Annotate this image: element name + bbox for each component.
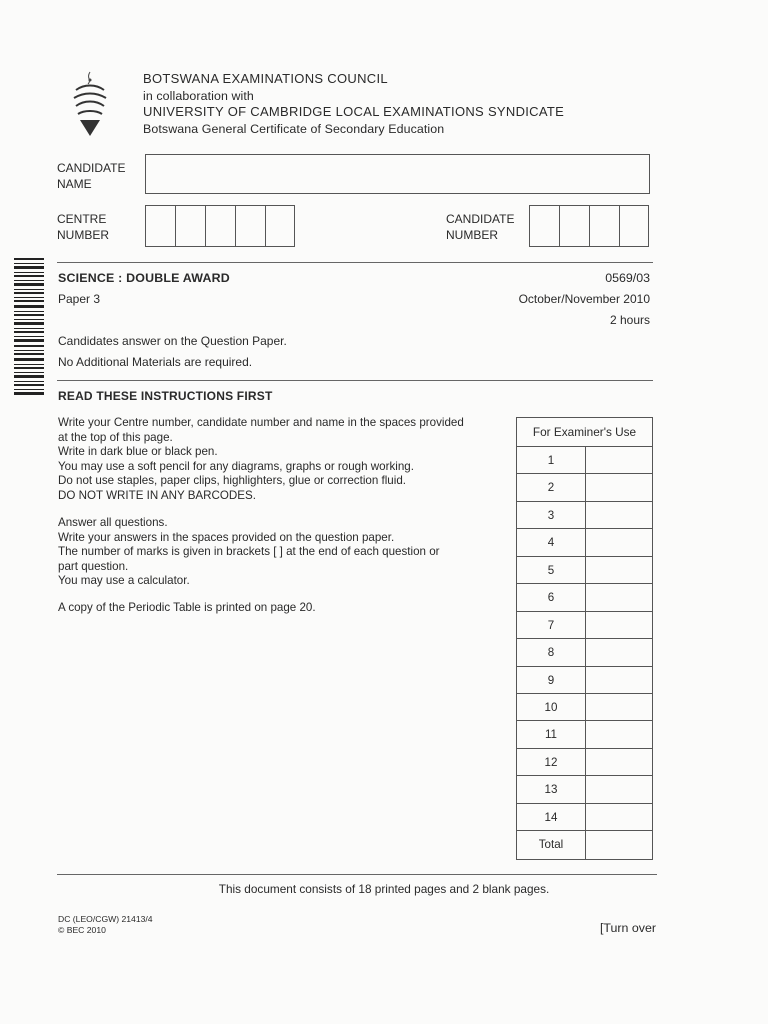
- instructions-block-1: [58, 416, 503, 504]
- instruction-line: Write your answers in the spaces provided on the question paper.: [58, 530, 395, 544]
- periodic-table-note: A copy of the Periodic Table is printed on page 20.: [58, 601, 316, 614]
- document-reference: [58, 914, 153, 936]
- mark-cell: [586, 721, 652, 747]
- mark-cell: [586, 529, 652, 555]
- instruction-line: Write in dark blue or black pen.: [58, 445, 218, 459]
- council-name: BOTSWANA EXAMINATIONS COUNCIL: [143, 71, 388, 86]
- question-number: 8: [517, 639, 586, 665]
- certificate-name: Botswana General Certificate of Secondary Education: [143, 121, 445, 136]
- instruction-line: You may use a soft pencil for any diagrams, graphs or rough working.: [58, 459, 414, 473]
- subject-title: SCIENCE : DOUBLE AWARD: [58, 271, 230, 285]
- divider: [57, 262, 653, 263]
- mark-cell: [586, 447, 652, 473]
- table-row: [517, 667, 652, 694]
- paper-number: Paper 3: [58, 292, 101, 306]
- question-number: 10: [517, 694, 586, 720]
- table-row: [517, 584, 652, 611]
- table-row: [517, 474, 652, 501]
- centre-number-label-line1: CENTRE: [57, 212, 107, 226]
- syndicate-name: UNIVERSITY OF CAMBRIDGE LOCAL EXAMINATIONS SYNDICATE: [143, 104, 565, 119]
- mark-cell: [586, 612, 652, 638]
- mark-cell: [586, 502, 652, 528]
- question-number: 2: [517, 474, 586, 500]
- instruction-line: Answer all questions.: [58, 516, 168, 529]
- table-row: [517, 502, 652, 529]
- table-row: [517, 694, 652, 721]
- instructions-block-2: [58, 516, 503, 589]
- candidate-number-label: [446, 211, 514, 243]
- candidate-number-cell[interactable]: [619, 205, 649, 247]
- instruction-line: part question.: [58, 559, 129, 573]
- table-row: [517, 612, 652, 639]
- divider: [57, 874, 657, 875]
- centre-number-label: [57, 211, 109, 243]
- question-number: 14: [517, 804, 586, 830]
- question-number: 6: [517, 584, 586, 610]
- candidate-number-cell[interactable]: [529, 205, 559, 247]
- mark-cell: [586, 639, 652, 665]
- centre-number-cell[interactable]: [205, 205, 235, 247]
- candidate-name-label-line1: CANDIDATE: [57, 161, 126, 175]
- mark-cell: [586, 749, 652, 775]
- centre-number-cell[interactable]: [175, 205, 205, 247]
- candidate-number-cell[interactable]: [559, 205, 589, 247]
- question-number: 7: [517, 612, 586, 638]
- exam-header: [143, 71, 564, 137]
- candidate-number-cell[interactable]: [589, 205, 619, 247]
- table-row-total: [517, 831, 652, 858]
- table-row: [517, 447, 652, 474]
- turn-over-note: [Turn over: [599, 921, 656, 935]
- instruction-line: Do not use staples, paper clips, highlighters, glue or correction fluid.: [58, 474, 406, 488]
- table-row: [517, 804, 652, 831]
- mark-cell: [586, 776, 652, 802]
- instructions-title: READ THESE INSTRUCTIONS FIRST: [58, 389, 273, 403]
- candidate-number-label-line1: CANDIDATE: [446, 212, 515, 226]
- centre-number-cell[interactable]: [145, 205, 175, 247]
- instruction-line: at the top of this page.: [58, 430, 173, 444]
- table-row: [517, 529, 652, 556]
- mark-cell: [586, 694, 652, 720]
- mark-cell: [586, 557, 652, 583]
- mark-cell: [586, 584, 652, 610]
- page-count-note: This document consists of 18 printed pages and 2 blank pages.: [218, 882, 550, 896]
- mark-cell: [586, 667, 652, 693]
- instruction-line: You may use a calculator.: [58, 574, 190, 588]
- question-number: 11: [517, 721, 586, 747]
- syllabus-code: 0569/03: [605, 271, 650, 285]
- instruction-line: Write your Centre number, candidate number and name in the spaces provided: [58, 416, 464, 429]
- collaboration-text: in collaboration with: [143, 88, 254, 103]
- examiners-use-table: [516, 417, 653, 860]
- centre-number-cell[interactable]: [235, 205, 265, 247]
- question-number: 3: [517, 502, 586, 528]
- instruction-line: The number of marks is given in brackets [ ] at the end of each question or: [58, 545, 440, 559]
- answer-instruction: Candidates answer on the Question Paper.: [58, 334, 287, 348]
- candidate-number-label-line2: NUMBER: [446, 228, 499, 242]
- question-number: 13: [517, 776, 586, 802]
- exam-session: October/November 2010: [518, 292, 650, 306]
- question-number: 1: [517, 447, 586, 473]
- divider: [57, 380, 653, 381]
- materials-note: No Additional Materials are required.: [58, 355, 253, 369]
- candidate-number-field[interactable]: [529, 205, 649, 247]
- examiners-use-header: For Examiner's Use: [517, 418, 652, 447]
- question-number: 9: [517, 667, 586, 693]
- table-row: [517, 639, 652, 666]
- centre-number-cell[interactable]: [265, 205, 295, 247]
- instruction-line: DO NOT WRITE IN ANY BARCODES.: [58, 488, 256, 502]
- total-mark-cell: [586, 831, 652, 858]
- question-number: 12: [517, 749, 586, 775]
- reference-code: DC (LEO/CGW) 21413/4: [58, 914, 153, 924]
- mark-cell: [586, 474, 652, 500]
- candidate-name-field[interactable]: [145, 154, 650, 194]
- total-label: Total: [517, 831, 586, 858]
- table-row: [517, 749, 652, 776]
- table-row: [517, 721, 652, 748]
- council-logo-icon: [66, 70, 114, 138]
- copyright: © BEC 2010: [58, 925, 106, 935]
- exam-duration: 2 hours: [609, 313, 650, 327]
- table-row: [517, 557, 652, 584]
- centre-number-label-line2: NUMBER: [57, 228, 110, 242]
- question-number: 4: [517, 529, 586, 555]
- table-row: [517, 776, 652, 803]
- centre-number-field[interactable]: [145, 205, 295, 247]
- question-number: 5: [517, 557, 586, 583]
- candidate-name-label-line2: NAME: [57, 177, 92, 191]
- barcode-icon: [14, 258, 44, 398]
- candidate-name-label: [57, 160, 125, 192]
- mark-cell: [586, 804, 652, 830]
